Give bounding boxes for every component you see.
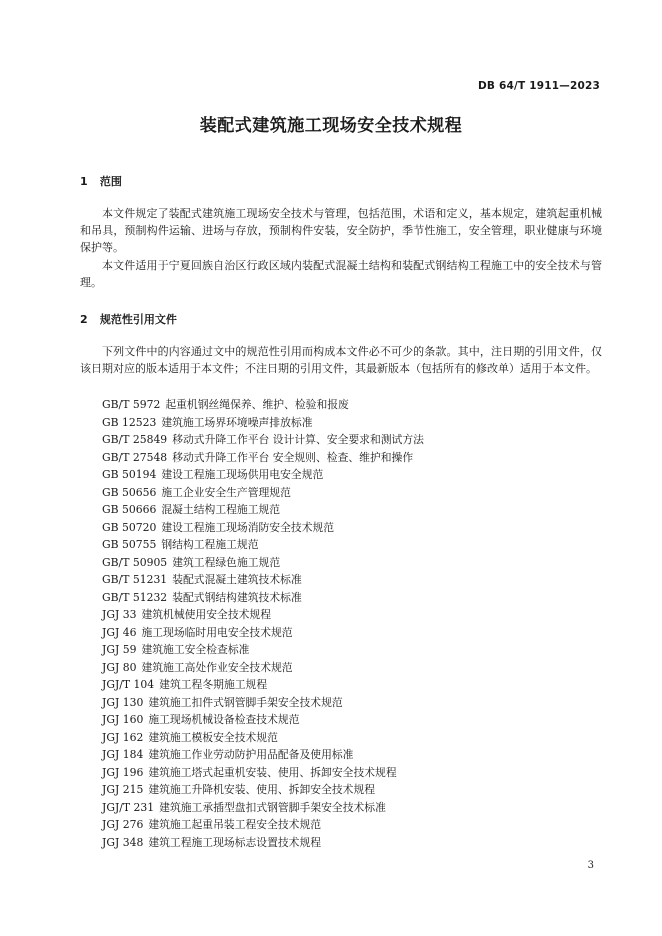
section-1-paragraph-1: 本文件规定了装配式建筑施工现场安全技术与管理，包括范围，术语和定义，基本规定，建筑起重机械和吊具，预制构件运输、进场与存放，预制构件安装，安全防护，季节性施工，安全管理，职业健康与环境保护等。 <box>80 207 602 255</box>
reference-code: JGJ 33 <box>102 608 137 621</box>
reference-title: 施工现场临时用电安全技术规范 <box>141 625 293 639</box>
reference-code: JGJ 276 <box>102 818 144 831</box>
reference-code: GB/T 51232 <box>102 590 168 604</box>
reference-code: GB 50666 <box>102 503 157 516</box>
section-1-paragraph-2: 本文件适用于宁夏回族自治区行政区域内装配式混凝土结构和装配式钢结构工程施工中的安全技术与管理。 <box>80 259 602 290</box>
reference-item <box>102 711 424 729</box>
reference-code: JGJ/T 231 <box>102 800 155 814</box>
reference-title: 建筑施工塔式起重机安装、使用、拆卸安全技术规程 <box>148 765 397 779</box>
reference-title: 起重机钢丝绳保养、维护、检验和报废 <box>165 398 349 411</box>
reference-item <box>102 589 424 607</box>
page-number: 3 <box>587 860 594 871</box>
section-2-heading <box>80 311 177 327</box>
reference-item <box>102 834 424 852</box>
reference-title: 建筑施工作业劳动防护用品配备及使用标准 <box>148 748 354 761</box>
reference-item <box>102 431 424 449</box>
reference-code: GB 50656 <box>102 485 157 499</box>
reference-item <box>102 781 424 799</box>
reference-item <box>102 746 424 764</box>
reference-code: JGJ 215 <box>102 783 144 796</box>
reference-title: 建设工程施工现场供用电安全规范 <box>161 468 324 481</box>
reference-item <box>102 764 424 782</box>
reference-title: 装配式钢结构建筑技术标准 <box>172 590 302 604</box>
reference-item <box>102 571 424 589</box>
reference-code: GB 12523 <box>102 415 157 429</box>
reference-title: 建筑施工承插型盘扣式钢管脚手架安全技术标准 <box>159 800 386 814</box>
reference-title: 建筑工程绿色施工规范 <box>172 555 281 569</box>
reference-code: JGJ 80 <box>102 660 137 674</box>
reference-item <box>102 816 424 834</box>
reference-code: GB/T 27548 <box>102 450 168 464</box>
reference-code: GB/T 25849 <box>102 433 168 446</box>
document-code: DB 64/T 1911—2023 <box>478 80 600 92</box>
reference-title: 建筑施工高处作业安全技术规范 <box>141 660 293 674</box>
reference-title: 混凝土结构工程施工规范 <box>161 503 281 516</box>
reference-item <box>102 449 424 467</box>
reference-code: JGJ 348 <box>102 835 144 849</box>
reference-code: JGJ 46 <box>102 625 137 639</box>
reference-code: JGJ 130 <box>102 695 144 709</box>
reference-item <box>102 414 424 432</box>
reference-item <box>102 519 424 537</box>
reference-item <box>102 554 424 572</box>
reference-title: 建筑施工模板安全技术规范 <box>148 730 278 744</box>
reference-item <box>102 606 424 624</box>
reference-item <box>102 694 424 712</box>
reference-title: 建筑施工升降机安装、使用、拆卸安全技术规程 <box>148 783 376 796</box>
section-1-number: 1 <box>80 175 88 188</box>
reference-item <box>102 501 424 519</box>
reference-item <box>102 799 424 817</box>
reference-code: GB 50194 <box>102 468 157 481</box>
reference-title: 建设工程施工现场消防安全技术规范 <box>161 520 335 534</box>
reference-code: GB/T 5972 <box>102 398 161 411</box>
reference-list <box>102 396 424 851</box>
reference-code: JGJ 162 <box>102 730 144 744</box>
reference-code: JGJ 196 <box>102 765 144 779</box>
reference-title: 移动式升降工作平台 设计计算、安全要求和测试方法 <box>172 433 424 446</box>
reference-title: 移动式升降工作平台 安全规则、检查、维护和操作 <box>172 450 414 464</box>
reference-title: 建筑施工扣件式钢管脚手架安全技术规范 <box>148 695 343 709</box>
reference-code: JGJ 184 <box>102 748 144 761</box>
reference-item <box>102 396 424 414</box>
reference-item <box>102 624 424 642</box>
reference-item <box>102 659 424 677</box>
page-title: 装配式建筑施工现场安全技术规程 <box>199 116 463 136</box>
reference-code: GB 50755 <box>102 538 157 551</box>
reference-title: 建筑施工场界环境噪声排放标准 <box>161 415 313 429</box>
reference-title: 建筑施工安全检查标准 <box>141 643 250 656</box>
section-1-title: 范围 <box>99 175 122 188</box>
reference-code: GB/T 50905 <box>102 555 168 569</box>
reference-item <box>102 676 424 694</box>
reference-item <box>102 641 424 659</box>
reference-item <box>102 484 424 502</box>
reference-item <box>102 536 424 554</box>
reference-code: JGJ 160 <box>102 713 144 726</box>
section-2-title: 规范性引用文件 <box>99 313 177 326</box>
section-2-intro: 下列文件中的内容通过文中的规范性引用而构成本文件必不可少的条款。其中，注日期的引用文件，仅该日期对应的版本适用于本文件；不注日期的引用文件，其最新版本（包括所有的修改单）适用于本文件。 <box>80 345 602 376</box>
reference-title: 施工企业安全生产管理规范 <box>161 485 291 499</box>
reference-title: 施工现场机械设备检查技术规范 <box>148 713 300 726</box>
reference-title: 建筑工程冬期施工规程 <box>159 678 268 691</box>
reference-code: GB/T 51231 <box>102 573 168 586</box>
reference-title: 装配式混凝土建筑技术标准 <box>172 573 302 586</box>
reference-code: GB 50720 <box>102 520 157 534</box>
reference-title: 建筑机械使用安全技术规程 <box>141 608 272 621</box>
reference-code: JGJ 59 <box>102 643 137 656</box>
section-1-heading <box>80 173 122 189</box>
reference-title: 钢结构工程施工规范 <box>161 538 259 551</box>
reference-item <box>102 466 424 484</box>
reference-title: 建筑施工起重吊装工程安全技术规范 <box>148 818 322 831</box>
reference-item <box>102 729 424 747</box>
reference-title: 建筑工程施工现场标志设置技术规程 <box>148 835 322 849</box>
reference-code: JGJ/T 104 <box>102 678 155 691</box>
section-2-number: 2 <box>80 313 88 326</box>
